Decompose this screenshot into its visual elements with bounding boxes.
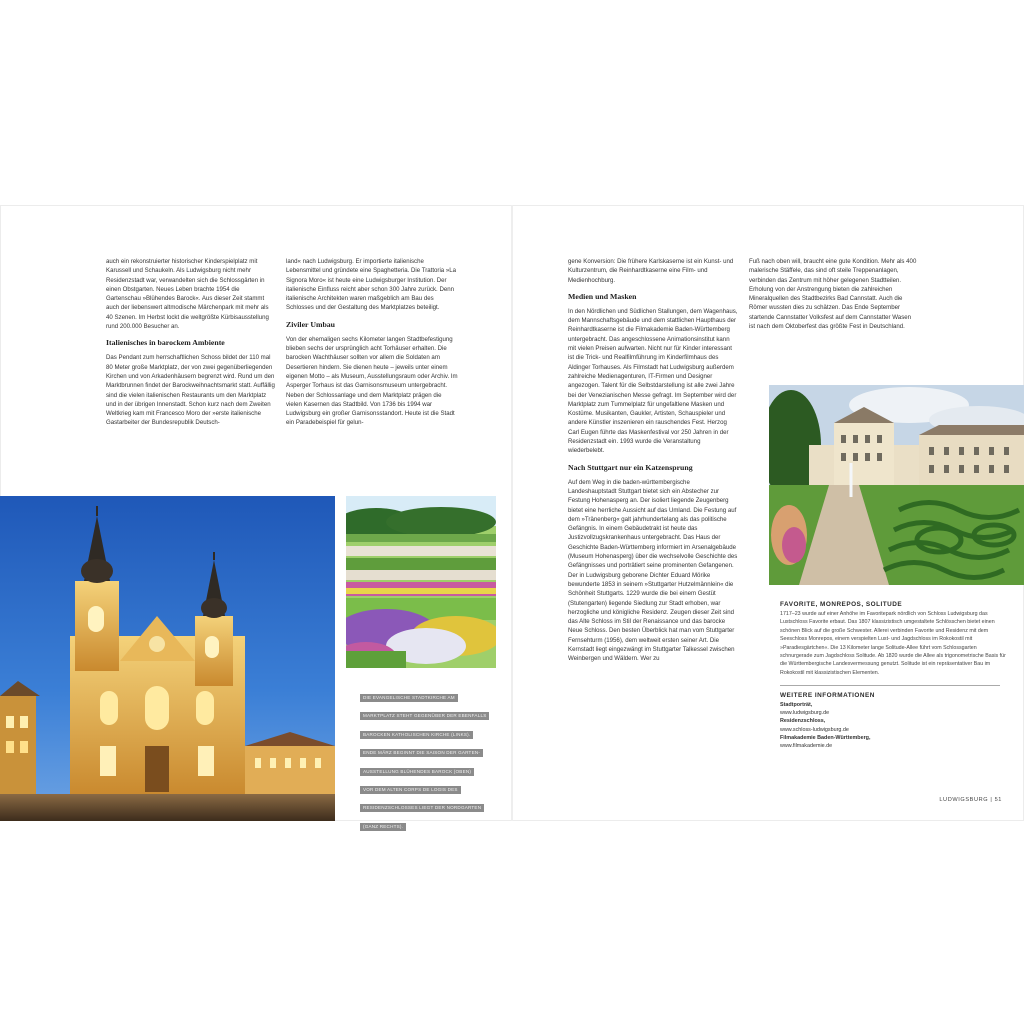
paragraph: auch ein rekonstruierter historischer Kinderspielplatz mit Karussell und Schaukeln. Als Ludwigsburg nicht mehr Residenzstadt war, verwandelten sich die Schlossgärten in einen Obstgarten. Neues Leben brachte 1954 die Gartenschau »Blühendes Barock«. Aus dieser Zeit stammt auch der liebenswert altmodische Märchenpark mit mehr als 40 Szenen. Im Herbst lockt die weltgrößte Kürbisausstellung rund 200.000 Besucher an.	[106, 258, 269, 331]
paragraph: Von der ehemaligen sechs Kilometer langen Stadtbefestigung blieben sechs der ursprünglich acht Torhäuser erhalten. Die barocken Wachthäuser sollten vor allem die Soldaten am Desertieren hindern. Sie dienen heute – jeweils unter einem eigenen Motto – als Museum, Ausstellungsraum oder Archiv. Im Asperger Torhaus ist das Garnisonsmuseum untergebracht. Neben der Schlossanlage und dem Marktplatz prägen die vielen Kasernen das Stadtbild. Von 1736 bis 1994 war Ludwigsburg ein großer Garnisonsstandort. Heute ist die Stadt ein Paradebeispiel für gelun-	[286, 335, 458, 427]
paragraph: gene Konversion: Die frühere Karlskaserne ist ein Kunst- und Kulturzentrum, die Reinhardtkaserne eine Film- und Medienhochburg.	[568, 258, 734, 284]
info-box-text: 1717–23 wurde auf einer Anhöhe im Favoritepark nördlich von Schloss Ludwigsburg das Lustschloss Favorite erbaut. Das 1807 klassizistisch umgestaltete Schlösschen bietet einen schönen Blick auf die große Schwester. Allerei verbinden Favorite und Residenz mit dem Seeschloss Monrepos, einem verspielten Lust- und Jagdschloss im Rokokostil mit »Paradiesgärtchen«. Die 13 Kilometer lange Solitude-Allee führt vom Schlossgarten schnurgerade zum Jagdschloss Solitude. Ab 1820 wurde die Allee als trigonometrische Basis für die Württembergische Landesvermessung genutzt. Solitude ist ein repräsentativer Bau im Rokokostil mit klassizistischen Elementen.	[780, 611, 1006, 676]
section-heading: Nach Stuttgart nur ein Katzensprung	[568, 462, 693, 472]
link-url[interactable]: www.ludwigsburg.de	[780, 710, 830, 717]
page-footer: LUDWIGSBURG | 51	[939, 797, 1002, 803]
text-column-4	[749, 257, 917, 331]
caption-line: BAROCKEN KATHOLISCHEN KIRCHE (LINKS).	[360, 731, 473, 739]
palace-photo	[769, 385, 1024, 585]
caption-line: (GANZ RECHTS).	[360, 823, 406, 831]
church-photo	[0, 496, 335, 821]
church-illustration	[0, 496, 335, 821]
book-gutter	[511, 205, 513, 821]
garden-photo	[346, 496, 496, 668]
text-column-2	[286, 257, 458, 428]
link-url[interactable]: www.filmakademie.de	[780, 743, 833, 750]
paragraph: land« nach Ludwigsburg. Er importierte italienische Lebensmittel und gründete eine Spaghetteria. Die Trattoria »La Signora Moro« ist heute eine Ludwigsburger Institution. Der italienische Einfluss reicht aber schon 300 Jahre zurück. Denn italienische Architekten waren maßgeblich am Bau des Schlosses und der Gestaltung des Marktplatzes beteiligt.	[286, 258, 457, 312]
divider	[780, 685, 1000, 686]
caption-line: AUSSTELLUNG BLÜHENDES BAROCK (OBEN)	[360, 768, 474, 776]
section-heading: Medien und Masken	[568, 291, 637, 301]
caption-line: VOR DEM ALTEN CORPS DE LOGIS DES	[360, 786, 461, 794]
section-heading: Ziviler Umbau	[286, 319, 336, 329]
text-column-3	[568, 257, 738, 664]
text-column-1	[106, 257, 276, 428]
link-label: Residenzschloss,	[780, 718, 826, 725]
more-info-list	[780, 701, 1006, 751]
link-label: Filmakademie Baden-Württemberg,	[780, 734, 871, 741]
link-url[interactable]: www.schloss-ludwigsburg.de	[780, 726, 849, 733]
paragraph: Fuß nach oben will, braucht eine gute Kondition. Mehr als 400 malerische Stäffele, das sind oft steile Treppenanlagen, verbinden das Zentrum mit höher gelegenen Stadtteilen. Erholung von der Anstrengung bieten die zahlreichen Mineralquellen des Stadtbezirks Bad Cannstatt. Auch die Römer wussten dies zu schätzen. Das Ende September startende Cannstatter Volksfest auf dem Cannstatter Wasen ist nach dem Oktoberfest das größte Fest in Deutschland.	[749, 258, 917, 331]
link-label: Stadtporträt,	[780, 701, 813, 708]
garden-illustration	[346, 496, 496, 668]
caption-line: ENDE MÄRZ BEGINNT DIE SAISON DER GARTEN-	[360, 749, 483, 757]
paragraph: Auf dem Weg in die baden-württembergische Landeshauptstadt Stuttgart bietet sich ein Abstecher zur Festung Hohenasperg an. Der isoliert liegende Zeugenberg bietet eine herrliche Aussicht auf das Umland. Die Festung auf dem »Tränenberg« galt jahrhundertelang als das politische Gefängnis. In einem Gebäudetrakt ist heute das Justizvollzugskrankenhaus untergebracht. Das Haus der Geschichte Baden-Württemberg informiert im Arsenalgebäude (Museum Hohenasperg) über die wechselvolle Geschichte des Gefängnisses und porträtiert seine prominenten Gefangenen. Der in Ludwigsburg geborene Dichter Eduard Mörike bewunderte 1853 in seinem »Stuttgarter Hutzelmännlein« die Schönheit Stuttgarts. 1229 wurde die bei einem Gestüt (Stutengarten) liegende Siedlung zur Stadt erhoben, war herzogliche und königliche Residenz. Zeugen dieser Zeit sind das Alte Schloss im Stil der Renaissance und das barocke Neue Schloss. Den besten Überblick hat man vom Stuttgarter Fernsehturm (1956), dem weltweit ersten seiner Art. Die Kernstadt liegt eingezwängt im Stuttgarter Talkessel zwischen Weinbergen und Wäldern. Wer zu	[568, 478, 738, 663]
caption-line: MARKTPLATZ STEHT GEGENÜBER DER EBENFALLS	[360, 712, 489, 720]
more-info-title: WEITERE INFORMATIONEN	[780, 691, 875, 699]
caption-line: RESIDENZSCHLOSSES LIEGT DER NORDGARTEN	[360, 804, 484, 812]
paragraph: In den Nördlichen und Südlichen Stallungen, dem Wagenhaus, dem Mannschaftsgebäude und dem stattlichen Haupthaus der Reinhardtkaserne ist die Filmakademie Baden-Württemberg untergebracht. Das angeschlossene Animationsinstitut kann mit vielen Preisen aufwarten. Nicht nur für Kinder interessant ist die Trick- und Realfilmführung im Kinderfilmhaus des Aldinger Torhauses. Als Filmstadt hat Ludwigsburg außerdem zahlreiche Medienagenturen, IT-Firmen und Designer angezogen. Talent für die Selbstdarstellung ist alle zwei Jahre bei der Venezianischen Messe gefragt. Im September wird der Marktplatz zum Tummelplatz für ungefaltlene Masken und Kostüme. Musikanten, Gaukler, Artisten, Schauspieler und andere Künstler inszenieren ein rauschendes Fest. Herzog Carl Eugen führte das Maskenfestival vor 250 Jahren in der Residenzstadt ein. 1993 wurde die Veranstaltung wiederbelebt.	[568, 307, 738, 455]
info-box-title: FAVORITE, MONREPOS, SOLITUDE	[780, 601, 903, 608]
palace-illustration	[769, 385, 1024, 585]
paragraph: Das Pendant zum herrschaftlichen Schoss bildet der 110 mal 80 Meter große Marktplatz, der von zwei gegenüberliegenden Kirchen und von Arkadenhäusern begrenzt wird. Rund um den Marktbrunnen findet der Barockweihnachtsmarkt statt. Auffällig sind die vielen italienischen Restaurants um den Marktplatz und in der übrigen Innenstadt. Schon kurz nach dem Zweiten Weltkrieg kam mit Francesco Moro der »erste italienische Gastarbeiter der Bundesrepublik Deutsch-	[106, 354, 275, 427]
section-heading: Italienisches in barockem Ambiente	[106, 338, 225, 348]
info-box	[780, 601, 1006, 751]
photo-caption	[360, 686, 492, 833]
caption-line: DIE EVANGELISCHE STADTKIRCHE AM	[360, 694, 458, 702]
